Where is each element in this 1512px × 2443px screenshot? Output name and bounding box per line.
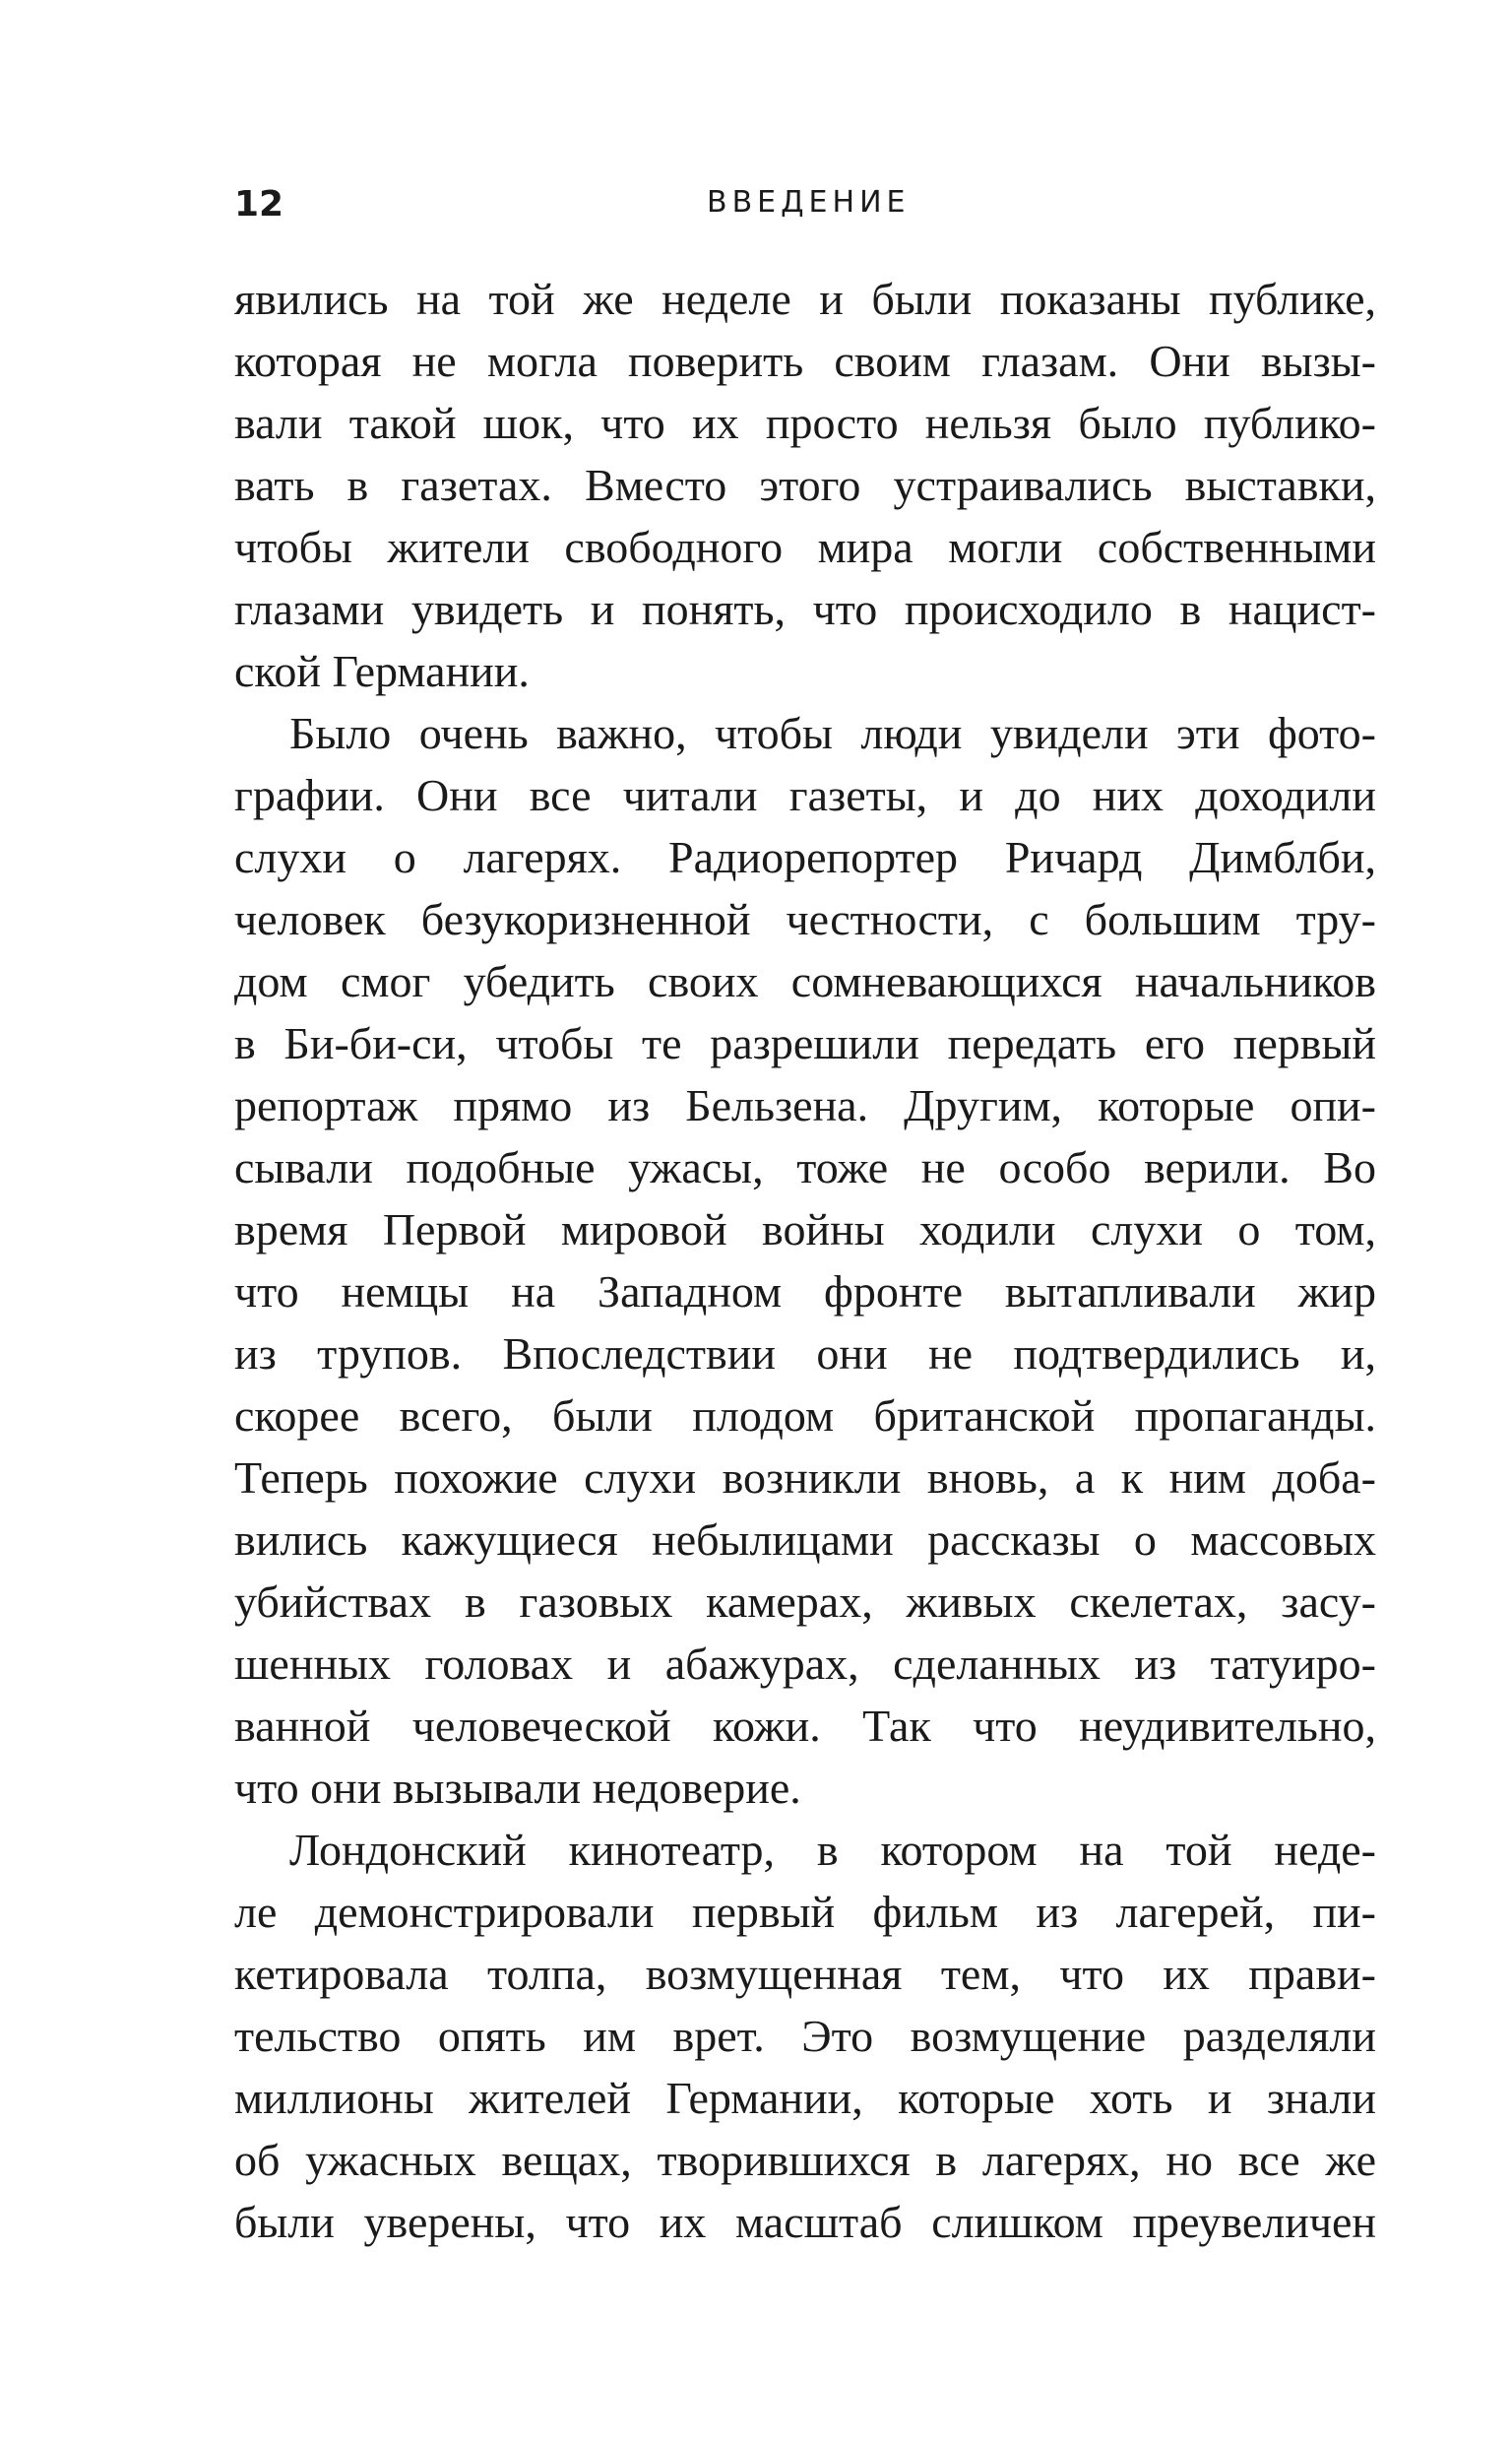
- text-line: Теперь похожие слухи возникли вновь, а к ним доба-: [234, 1452, 1376, 1503]
- text-line: вились кажущиеся небылицами рассказы о массовых: [234, 1514, 1376, 1565]
- text-line: репортаж прямо из Бельзена. Другим, которые опи-: [234, 1080, 1376, 1130]
- text-line: вать в газетах. Вместо этого устраивались выставки,: [234, 460, 1376, 510]
- text-line: дом смог убедить своих сомневающихся начальников: [234, 956, 1376, 1006]
- text-line: чтобы жители свободного мира могли собственными: [234, 522, 1376, 572]
- text-line: глазами увидеть и понять, что происходило в нацист-: [234, 584, 1376, 634]
- section-title: ВВЕДЕНИЕ: [707, 185, 911, 220]
- text-line: тельство опять им врет. Это возмущение разделяли: [234, 2011, 1376, 2061]
- text-line: что они вызывали недоверие.: [234, 1763, 801, 1813]
- text-line: были уверены, что их масштаб слишком преувеличен: [234, 2197, 1376, 2247]
- text-line: ле демонстрировали первый фильм из лагерей, пи-: [234, 1887, 1376, 1937]
- body-text: [234, 268, 1376, 2253]
- text-line: что немцы на Западном фронте вытапливали жир: [234, 1266, 1376, 1317]
- text-line: кетировала толпа, возмущенная тем, что их прави-: [234, 1949, 1376, 1999]
- text-line: ванной человеческой кожи. Так что неудивительно,: [234, 1701, 1376, 1751]
- text-line: миллионы жителей Германии, которые хоть и знали: [234, 2073, 1376, 2123]
- text-line: в Би-би-си, чтобы те разрешили передать его первый: [234, 1018, 1376, 1068]
- text-line: скорее всего, были плодом британской пропаганды.: [234, 1390, 1376, 1441]
- text-line: из трупов. Впоследствии они не подтвердились и,: [234, 1328, 1376, 1379]
- text-line: которая не могла поверить своим глазам. Они вызы-: [234, 336, 1376, 386]
- text-line: убийствах в газовых камерах, живых скелетах, засу-: [234, 1576, 1376, 1627]
- text-line: Лондонский кинотеатр, в котором на той неде-: [289, 1825, 1376, 1875]
- page-number: 12: [234, 184, 284, 225]
- text-line: слухи о лагерях. Радиорепортер Ричард Димблби,: [234, 832, 1376, 882]
- text-line: шенных головах и абажурах, сделанных из татуиро-: [234, 1639, 1376, 1689]
- text-line: ской Германии.: [234, 646, 530, 696]
- text-line: графии. Они все читали газеты, и до них доходили: [234, 770, 1376, 820]
- text-line: сывали подобные ужасы, тоже не особо верили. Во: [234, 1142, 1376, 1192]
- text-line: вали такой шок, что их просто нельзя было публико-: [234, 398, 1376, 448]
- text-line: человек безукоризненной честности, с большим тру-: [234, 894, 1376, 944]
- text-line: явились на той же неделе и были показаны публике,: [234, 274, 1376, 324]
- text-line: время Первой мировой войны ходили слухи о том,: [234, 1204, 1376, 1254]
- text-line: об ужасных вещах, творившихся в лагерях, но все же: [234, 2135, 1376, 2185]
- text-line: Было очень важно, чтобы люди увидели эти фото-: [289, 708, 1376, 758]
- running-head: [234, 179, 1376, 228]
